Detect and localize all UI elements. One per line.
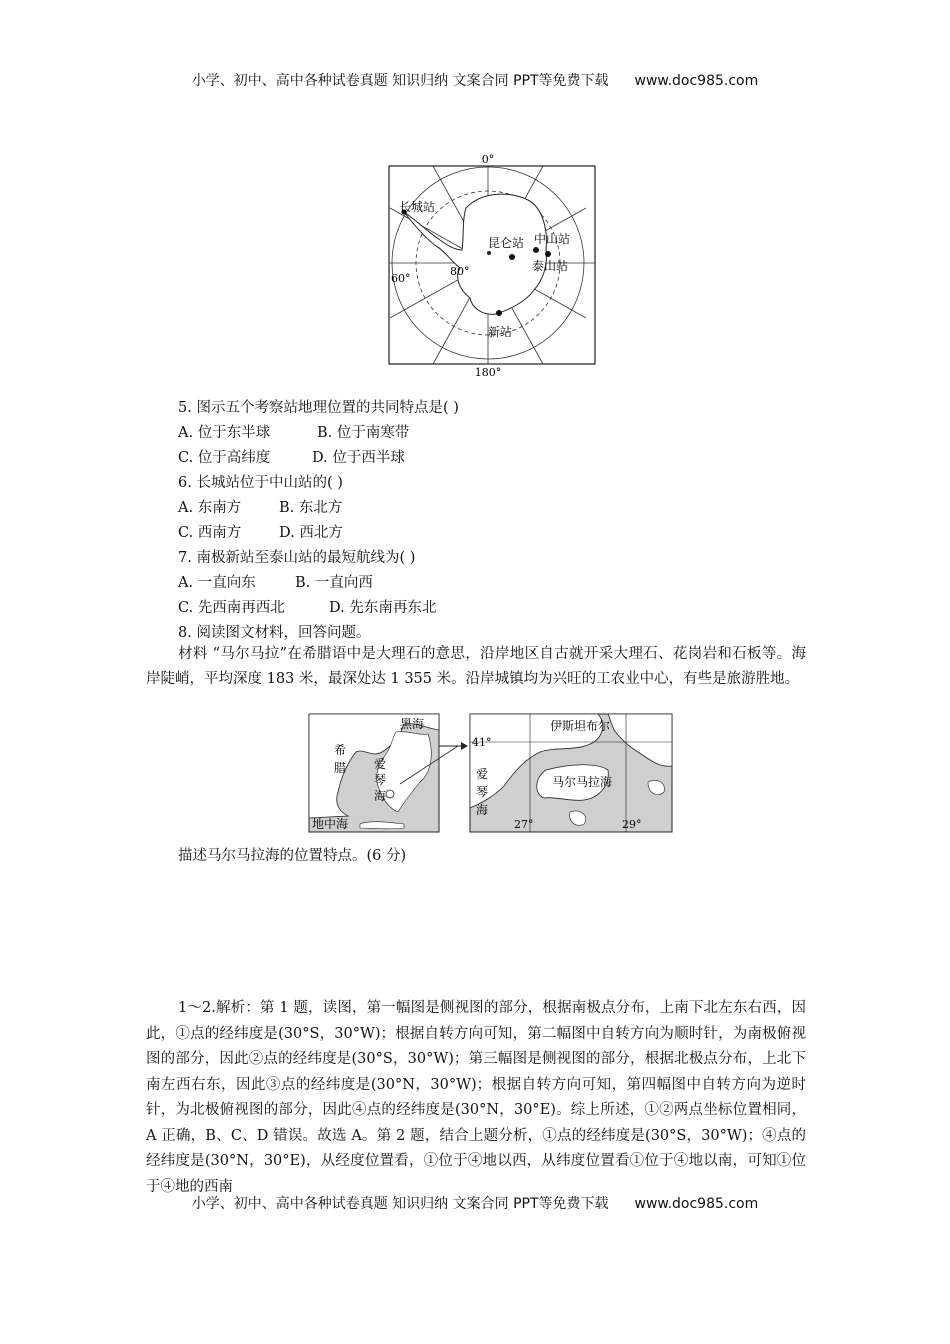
q7-option-a[interactable]: A. 一直向东	[178, 575, 256, 591]
footer-url[interactable]: www.doc985.com	[634, 1196, 759, 1212]
analysis-text: 1～2.解析：第 1 题，读图，第一幅图是侧视图的部分，根据南极点分布，上南下北左东右西，因此，①点的经纬度是(30°S，30°W)；根据自转方向可知，第二幅图中自转方向为顺时针，为南极俯视图的部分，因此②点的经纬度是(30°S，30°W)；第三幅图是侧视图的部分，根据北极点分布，上北下南左西右东，因此③点的经纬度是(30°N，30°W)；根据自转方向可知，第四幅图中自转方向为逆时针，为北极俯视图的部分，因此④点的经纬度是(30°N，30°E)。综上所述，①②两点坐标位置相同，A 正确，B、C、D 错误。故选 A。第 2 题，结合上题分析，①点的经纬度是(30°S，30°W)；④点的经纬度是(30°N，30°E)，从经度位置看，①位于④地以西，从纬度位置看①位于④地以南，可知①位于④地的西南	[146, 1000, 806, 1195]
marmara-map-left	[309, 714, 439, 832]
q5-stem: 5. 图示五个考察站地理位置的共同特点是( )	[178, 400, 459, 416]
right-lon-27: 27°	[514, 818, 534, 831]
footer-text: 小学、初中、高中各种试卷真题 知识归纳 文案合同 PPT等免费下载	[191, 1196, 609, 1212]
antarctic-map	[388, 150, 598, 380]
left-black-sea: 黑海	[400, 717, 425, 731]
right-istanbul: 伊斯坦布尔	[550, 719, 611, 733]
left-greece-2: 腊	[334, 761, 347, 775]
analysis-section	[146, 996, 806, 1200]
label-kunlun: 昆仑站	[488, 236, 525, 250]
right-lon-29: 29°	[622, 818, 642, 831]
left-aegean-2: 琴	[374, 773, 387, 787]
label-taishan: 泰山站	[532, 259, 569, 273]
q8-stem: 8. 阅读图文材料，回答问题。	[178, 625, 371, 641]
xinzhan-dot	[496, 310, 502, 316]
header-url[interactable]: www.doc985.com	[634, 73, 759, 89]
q7-option-d[interactable]: D. 先东南再东北	[329, 600, 437, 616]
map-lat-80: 80°	[450, 265, 470, 278]
label-xinzhan: 新站	[488, 325, 513, 339]
q5-option-d[interactable]: D. 位于西半球	[312, 450, 405, 466]
label-changcheng: 长城站	[399, 200, 436, 214]
q8-material	[146, 642, 806, 691]
q6-option-a[interactable]: A. 东南方	[178, 500, 242, 516]
map-lon-180: 180°	[474, 366, 502, 379]
zhongshan-dot	[533, 247, 539, 253]
right-marmara-sea: 马尔马拉海	[552, 775, 613, 789]
right-aegean-2: 琴	[476, 785, 489, 799]
q8-prompt: 描述马尔马拉海的位置特点。(6 分)	[178, 848, 407, 864]
q7-option-c[interactable]: C. 先西南再西北	[178, 600, 285, 616]
right-aegean-3: 海	[476, 803, 489, 817]
page-header	[0, 70, 950, 90]
map-lon-0: 0°	[481, 153, 495, 166]
right-aegean-1: 爱	[476, 767, 489, 781]
q5-option-b[interactable]: B. 位于南寒带	[317, 425, 410, 441]
q6-stem: 6. 长城站位于中山站的( )	[178, 475, 343, 491]
left-greece-1: 希	[334, 743, 347, 757]
kunlun-dot	[509, 254, 515, 260]
q5-option-c[interactable]: C. 位于高纬度	[178, 450, 271, 466]
label-zhongshan: 中山站	[534, 232, 571, 246]
marmara-map	[308, 712, 676, 834]
q7-stem: 7. 南极新站至泰山站的最短航线为( )	[178, 550, 416, 566]
marmara-map-right	[470, 714, 672, 832]
q6-option-c[interactable]: C. 西南方	[178, 525, 242, 541]
left-mediterranean: 地中海	[312, 817, 349, 831]
right-lat-41: 41°	[472, 736, 492, 749]
q6-option-d[interactable]: D. 西北方	[279, 525, 343, 541]
taishan-dot	[545, 251, 551, 257]
header-text: 小学、初中、高中各种试卷真题 知识归纳 文案合同 PPT等免费下载	[191, 73, 609, 89]
q8-material-text: 材料 “马尔马拉”在希腊语中是大理石的意思，沿岸地区自古就开采大理石、花岗岩和石板等。海岸陡峭，平均深度 183 米，最深处达 1 355 米。沿岸城镇均为兴旺的工农业中心，有些是旅游胜地。	[146, 646, 806, 687]
q6-option-b[interactable]: B. 东北方	[279, 500, 343, 516]
map-lat-60: 60°	[391, 272, 411, 285]
q7-option-b[interactable]: B. 一直向西	[295, 575, 373, 591]
left-aegean-1: 爱	[374, 757, 387, 771]
page-footer	[0, 1193, 950, 1213]
left-aegean-3: 海	[374, 789, 387, 803]
q5-option-a[interactable]: A. 位于东半球	[178, 425, 271, 441]
